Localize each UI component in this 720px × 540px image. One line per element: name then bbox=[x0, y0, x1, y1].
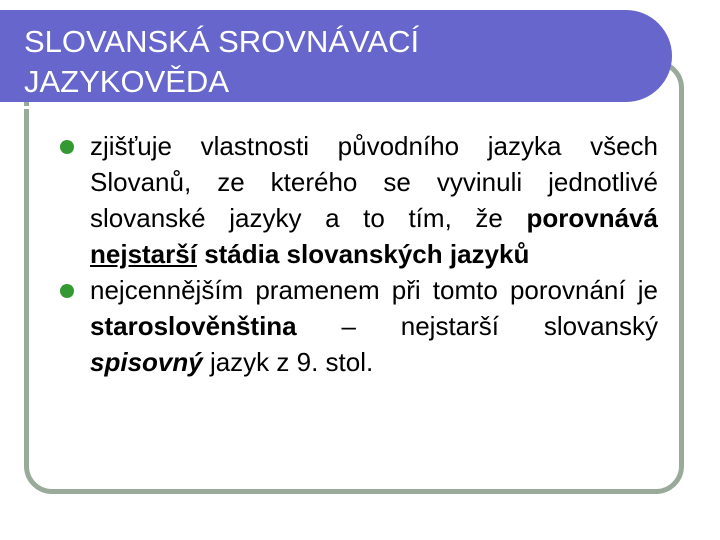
bullet-text: zjišťuje vlastnosti původního jazyka všech Slovanů, ze kterého se vyvinuli jednotlivé slovanské jazyky a to tím, že bbox=[90, 131, 658, 233]
bold-term: stádia slovanských jazyků bbox=[204, 239, 530, 269]
bold-term: porovnává bbox=[526, 203, 658, 233]
list-item bbox=[56, 128, 658, 272]
bullet-text: – nejstarší slovanský bbox=[296, 311, 658, 341]
title-underline bbox=[0, 106, 636, 109]
slide-title bbox=[24, 22, 419, 102]
bold-italic-term: spisovný bbox=[90, 347, 203, 377]
bullet-text: jazyk z 9. stol. bbox=[202, 347, 374, 377]
list-item bbox=[56, 272, 658, 380]
title-line-2: JAZYKOVĚDA bbox=[24, 64, 229, 99]
bullet-dot-icon bbox=[60, 284, 74, 298]
title-bar bbox=[0, 10, 672, 102]
bullet-text: nejcennějším pramenem při tomto porovnání je bbox=[90, 275, 658, 305]
title-line-1: SLOVANSKÁ SROVNÁVACÍ bbox=[24, 24, 420, 59]
bold-term: staroslověnština bbox=[90, 311, 297, 341]
bullet-list bbox=[56, 128, 658, 380]
bold-underlined-term: nejstarší bbox=[90, 239, 197, 269]
bullet-dot-icon bbox=[60, 140, 74, 154]
